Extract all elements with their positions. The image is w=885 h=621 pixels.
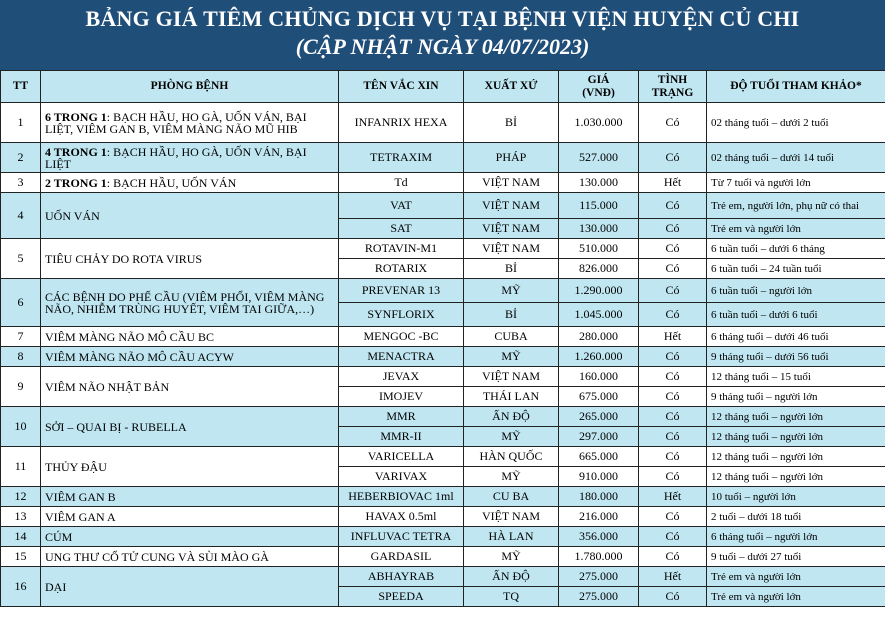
table-row bbox=[1, 567, 885, 587]
vaccine-name: ROTARIX bbox=[339, 259, 464, 279]
row-number: 10 bbox=[1, 407, 41, 447]
vaccine-age: 02 tháng tuổi – dưới 2 tuổi bbox=[707, 103, 885, 143]
disease-cell bbox=[41, 279, 339, 327]
vaccine-origin: TQ bbox=[464, 587, 559, 607]
vaccine-status: Có bbox=[639, 303, 707, 327]
vaccine-price: 160.000 bbox=[559, 367, 639, 387]
vaccine-name: INFANRIX HEXA bbox=[339, 103, 464, 143]
page-header bbox=[0, 0, 885, 70]
disease-cell bbox=[41, 239, 339, 279]
vaccine-price: 275.000 bbox=[559, 567, 639, 587]
vaccine-age: 6 tháng tuổi – dưới 46 tuổi bbox=[707, 327, 885, 347]
disease-name: THỦY ĐẬU bbox=[45, 459, 107, 474]
disease-cell bbox=[41, 327, 339, 347]
row-number: 7 bbox=[1, 327, 41, 347]
disease-name: TIÊU CHẢY DO ROTA VIRUS bbox=[45, 251, 203, 266]
vaccine-age: 2 tuổi – dưới 18 tuổi bbox=[707, 507, 885, 527]
disease-name: SỞI – QUAI BỊ - RUBELLA bbox=[45, 419, 187, 434]
vaccine-age: Trẻ em và người lớn bbox=[707, 587, 885, 607]
vaccine-price: 130.000 bbox=[559, 219, 639, 239]
disease-cell bbox=[41, 173, 339, 193]
vaccine-age: 9 tháng tuổi – người lớn bbox=[707, 387, 885, 407]
vaccine-name: MMR-II bbox=[339, 427, 464, 447]
vaccine-name: VARICELLA bbox=[339, 447, 464, 467]
vaccine-name: GARDASIL bbox=[339, 547, 464, 567]
vaccine-name: SYNFLORIX bbox=[339, 303, 464, 327]
vaccine-price: 297.000 bbox=[559, 427, 639, 447]
table-row bbox=[1, 487, 885, 507]
vaccine-status: Hết bbox=[639, 487, 707, 507]
vaccine-origin: THÁI LAN bbox=[464, 387, 559, 407]
vaccine-age: 12 tháng tuổi – người lớn bbox=[707, 427, 885, 447]
disease-cell bbox=[41, 193, 339, 239]
vaccine-origin: MỸ bbox=[464, 467, 559, 487]
vaccine-origin: CUBA bbox=[464, 327, 559, 347]
vaccine-origin: VIỆT NAM bbox=[464, 367, 559, 387]
disease-name: VIÊM MÀNG NÃO MÔ CẦU ACYW bbox=[45, 349, 234, 364]
table-row bbox=[1, 143, 885, 173]
vaccine-name: HAVAX 0.5ml bbox=[339, 507, 464, 527]
table-row bbox=[1, 547, 885, 567]
vaccine-age: 6 tuần tuổi – người lớn bbox=[707, 279, 885, 303]
table-row bbox=[1, 173, 885, 193]
vaccine-price: 826.000 bbox=[559, 259, 639, 279]
disease-cell bbox=[41, 527, 339, 547]
table-body bbox=[1, 103, 885, 607]
disease-name: VIÊM NÃO NHẬT BẢN bbox=[45, 379, 170, 394]
vaccine-origin: MỸ bbox=[464, 547, 559, 567]
disease-name: : BẠCH HẦU, HO GÀ, UỐN VÁN, BẠI LIỆT bbox=[45, 144, 307, 171]
disease-cell bbox=[41, 407, 339, 447]
row-number: 2 bbox=[1, 143, 41, 173]
vaccine-age: Trẻ em và người lớn bbox=[707, 567, 885, 587]
vaccine-name: MMR bbox=[339, 407, 464, 427]
vaccine-name: VARIVAX bbox=[339, 467, 464, 487]
table-row bbox=[1, 103, 885, 143]
vaccine-name: MENACTRA bbox=[339, 347, 464, 367]
vaccine-status: Có bbox=[639, 587, 707, 607]
vaccine-name: Td bbox=[339, 173, 464, 193]
vaccine-status: Có bbox=[639, 447, 707, 467]
vaccine-price: 510.000 bbox=[559, 239, 639, 259]
table-row bbox=[1, 447, 885, 467]
vaccine-status: Có bbox=[639, 347, 707, 367]
col-header-tt: TT bbox=[1, 71, 41, 103]
row-number: 11 bbox=[1, 447, 41, 487]
vaccine-age: 12 tháng tuổi – người lớn bbox=[707, 447, 885, 467]
vaccine-origin: PHÁP bbox=[464, 143, 559, 173]
disease-cell bbox=[41, 507, 339, 527]
vaccine-origin: MỸ bbox=[464, 427, 559, 447]
vaccine-status: Có bbox=[639, 547, 707, 567]
vaccine-origin: BỈ bbox=[464, 303, 559, 327]
vaccine-status: Có bbox=[639, 219, 707, 239]
vaccine-status: Có bbox=[639, 467, 707, 487]
vaccine-origin: HÀN QUỐC bbox=[464, 447, 559, 467]
vaccine-origin: BỈ bbox=[464, 103, 559, 143]
vaccine-name: IMOJEV bbox=[339, 387, 464, 407]
vaccine-name: HEBERBIOVAC 1ml bbox=[339, 487, 464, 507]
vaccine-name: ABHAYRAB bbox=[339, 567, 464, 587]
row-number: 4 bbox=[1, 193, 41, 239]
vaccine-price: 275.000 bbox=[559, 587, 639, 607]
vaccine-name: MENGOC -BC bbox=[339, 327, 464, 347]
vaccine-origin: VIỆT NAM bbox=[464, 173, 559, 193]
vaccine-status: Có bbox=[639, 407, 707, 427]
row-number: 5 bbox=[1, 239, 41, 279]
col-header-disease: PHÒNG BỆNH bbox=[41, 71, 339, 103]
disease-name: : BẠCH HẦU, HO GÀ, UỐN VÁN, BẠI LIỆT, VIÊM GAN B, VIÊM MÀNG NÃO MŨ HIB bbox=[45, 109, 307, 136]
col-header-age: ĐỘ TUỔI THAM KHẢO* bbox=[707, 71, 885, 103]
vaccine-status: Có bbox=[639, 279, 707, 303]
disease-combo-label: 2 TRONG 1 bbox=[45, 175, 107, 190]
vaccine-origin: CU BA bbox=[464, 487, 559, 507]
vaccine-name: TETRAXIM bbox=[339, 143, 464, 173]
table-row bbox=[1, 407, 885, 427]
vaccine-age: 02 tháng tuổi – dưới 14 tuổi bbox=[707, 143, 885, 173]
vaccine-age: 12 tháng tuổi – 15 tuổi bbox=[707, 367, 885, 387]
row-number: 16 bbox=[1, 567, 41, 607]
disease-name: UNG THƯ CỔ TỬ CUNG VÀ SÙI MÀO GÀ bbox=[45, 549, 269, 564]
vaccine-price: 265.000 bbox=[559, 407, 639, 427]
row-number: 14 bbox=[1, 527, 41, 547]
disease-name: : BẠCH HẦU, UỐN VÁN bbox=[106, 175, 237, 190]
vaccine-origin: HÀ LAN bbox=[464, 527, 559, 547]
vaccine-origin: BỈ bbox=[464, 259, 559, 279]
vaccine-price: 180.000 bbox=[559, 487, 639, 507]
table-header-row bbox=[1, 71, 885, 103]
disease-cell bbox=[41, 447, 339, 487]
disease-combo-label: 6 TRONG 1 bbox=[45, 109, 107, 124]
vaccine-name: JEVAX bbox=[339, 367, 464, 387]
vaccine-price: 280.000 bbox=[559, 327, 639, 347]
vaccine-price: 1.030.000 bbox=[559, 103, 639, 143]
vaccine-price: 910.000 bbox=[559, 467, 639, 487]
disease-name: VIÊM GAN B bbox=[45, 489, 116, 504]
vaccine-origin: MỸ bbox=[464, 279, 559, 303]
vaccine-status: Có bbox=[639, 259, 707, 279]
table-row bbox=[1, 507, 885, 527]
row-number: 3 bbox=[1, 173, 41, 193]
disease-name: VIÊM MÀNG NÃO MÔ CẦU BC bbox=[45, 329, 215, 344]
row-number: 15 bbox=[1, 547, 41, 567]
vaccine-status: Hết bbox=[639, 327, 707, 347]
vaccine-origin: MỸ bbox=[464, 347, 559, 367]
disease-name: DẠI bbox=[45, 579, 67, 594]
vaccine-status: Có bbox=[639, 387, 707, 407]
row-number: 8 bbox=[1, 347, 41, 367]
vaccine-status: Có bbox=[639, 143, 707, 173]
row-number: 1 bbox=[1, 103, 41, 143]
disease-name: CÚM bbox=[45, 529, 73, 544]
vaccine-price: 216.000 bbox=[559, 507, 639, 527]
vaccine-price: 1.780.000 bbox=[559, 547, 639, 567]
vaccine-status: Hết bbox=[639, 567, 707, 587]
vaccine-status: Hết bbox=[639, 173, 707, 193]
disease-cell bbox=[41, 347, 339, 367]
vaccine-age: Từ 7 tuổi và người lớn bbox=[707, 173, 885, 193]
vaccine-status: Có bbox=[639, 427, 707, 447]
vaccine-age: 6 tuần tuổi – dưới 6 tuổi bbox=[707, 303, 885, 327]
price-table bbox=[0, 70, 885, 607]
disease-cell bbox=[41, 487, 339, 507]
disease-combo-label: 4 TRONG 1 bbox=[45, 144, 107, 159]
vaccine-name: PREVENAR 13 bbox=[339, 279, 464, 303]
row-number: 6 bbox=[1, 279, 41, 327]
vaccine-status: Có bbox=[639, 103, 707, 143]
vaccine-age: 6 tuần tuổi – dưới 6 tháng bbox=[707, 239, 885, 259]
vaccine-price: 1.260.000 bbox=[559, 347, 639, 367]
vaccine-price: 527.000 bbox=[559, 143, 639, 173]
table-row bbox=[1, 327, 885, 347]
vaccine-origin: VIỆT NAM bbox=[464, 239, 559, 259]
table-row bbox=[1, 279, 885, 303]
disease-name: CÁC BỆNH DO PHẾ CẦU (VIÊM PHỔI, VIÊM MÀNG NÃO, NHIỄM TRÙNG HUYẾT, VIÊM TAI GIỮA,…) bbox=[45, 289, 325, 316]
vaccine-status: Có bbox=[639, 527, 707, 547]
vaccine-age: 9 tuổi – dưới 27 tuổi bbox=[707, 547, 885, 567]
disease-cell bbox=[41, 367, 339, 407]
table-row bbox=[1, 347, 885, 367]
row-number: 13 bbox=[1, 507, 41, 527]
vaccine-origin: VIỆT NAM bbox=[464, 193, 559, 219]
col-header-status: TÌNH TRẠNG bbox=[639, 71, 707, 103]
vaccine-price: 115.000 bbox=[559, 193, 639, 219]
vaccine-price: 1.290.000 bbox=[559, 279, 639, 303]
disease-cell bbox=[41, 143, 339, 173]
page-title: BẢNG GIÁ TIÊM CHỦNG DỊCH VỤ TẠI BỆNH VIỆN HUYỆN CỦ CHI bbox=[85, 6, 800, 31]
row-number: 12 bbox=[1, 487, 41, 507]
disease-name: UỐN VÁN bbox=[45, 208, 100, 223]
vaccine-name: ROTAVIN-M1 bbox=[339, 239, 464, 259]
row-number: 9 bbox=[1, 367, 41, 407]
vaccine-origin: VIỆT NAM bbox=[464, 219, 559, 239]
vaccine-price: 130.000 bbox=[559, 173, 639, 193]
vaccine-age: 9 tháng tuổi – dưới 56 tuổi bbox=[707, 347, 885, 367]
vaccine-price: 665.000 bbox=[559, 447, 639, 467]
vaccine-origin: ẤN ĐỘ bbox=[464, 407, 559, 427]
vaccine-name: INFLUVAC TETRA bbox=[339, 527, 464, 547]
vaccine-status: Có bbox=[639, 193, 707, 219]
vaccine-status: Có bbox=[639, 367, 707, 387]
disease-cell bbox=[41, 567, 339, 607]
disease-name: VIÊM GAN A bbox=[45, 509, 116, 524]
col-header-price: GIÁ (VNĐ) bbox=[559, 71, 639, 103]
vaccine-status: Có bbox=[639, 239, 707, 259]
vaccine-origin: VIỆT NAM bbox=[464, 507, 559, 527]
vaccine-price: 356.000 bbox=[559, 527, 639, 547]
vaccine-age: 12 tháng tuổi – người lớn bbox=[707, 407, 885, 427]
vaccine-status: Có bbox=[639, 507, 707, 527]
col-header-vaccine: TÊN VẮC XIN bbox=[339, 71, 464, 103]
vaccine-name: VAT bbox=[339, 193, 464, 219]
vaccine-age: 6 tháng tuổi – người lớn bbox=[707, 527, 885, 547]
table-row bbox=[1, 367, 885, 387]
page-subtitle: (CẬP NHẬT NGÀY 04/07/2023) bbox=[295, 34, 590, 59]
vaccine-age: Trẻ em, người lớn, phụ nữ có thai bbox=[707, 193, 885, 219]
vaccine-age: 6 tuần tuổi – 24 tuần tuổi bbox=[707, 259, 885, 279]
col-header-origin: XUẤT XỨ bbox=[464, 71, 559, 103]
vaccine-age: 12 tháng tuổi – người lớn bbox=[707, 467, 885, 487]
vaccine-name: SAT bbox=[339, 219, 464, 239]
vaccine-origin: ẤN ĐỘ bbox=[464, 567, 559, 587]
vaccine-age: 10 tuổi – người lớn bbox=[707, 487, 885, 507]
vaccine-name: SPEEDA bbox=[339, 587, 464, 607]
disease-cell bbox=[41, 103, 339, 143]
vaccine-age: Trẻ em và người lớn bbox=[707, 219, 885, 239]
vaccine-price: 675.000 bbox=[559, 387, 639, 407]
disease-cell bbox=[41, 547, 339, 567]
table-row bbox=[1, 527, 885, 547]
table-row bbox=[1, 239, 885, 259]
vaccine-price: 1.045.000 bbox=[559, 303, 639, 327]
table-row bbox=[1, 193, 885, 219]
